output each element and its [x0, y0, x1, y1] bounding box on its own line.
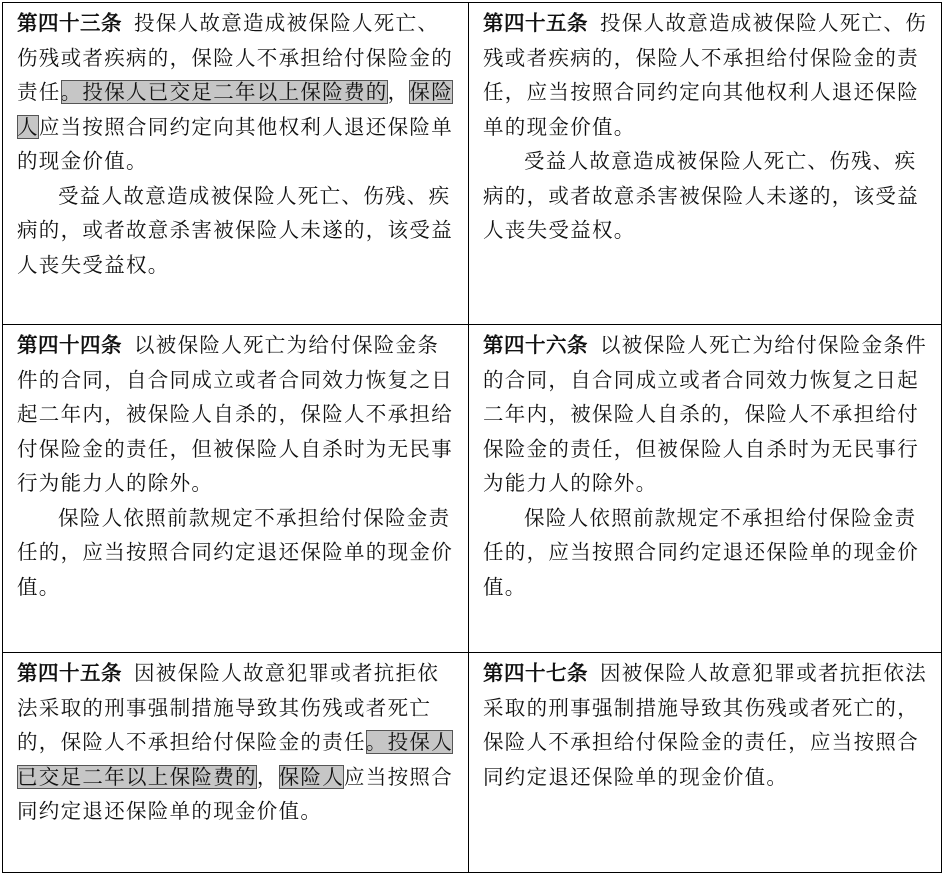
article-title: 第四十七条: [483, 661, 588, 685]
highlighted-text: 保险人: [278, 764, 345, 789]
article-paragraph: [483, 656, 931, 794]
article-paragraph: 受益人故意造成被保险人死亡、伤残、疾病的，或者故意杀害被保险人未遂的，该受益人丧失受益权。: [17, 183, 453, 277]
comparison-table: [2, 2, 942, 873]
table-row: [3, 653, 942, 873]
article-text: 应当按照合同约定向其他权利人退还保险单的现金价值。: [17, 114, 454, 173]
table-row: [3, 3, 942, 325]
article-paragraph: [483, 6, 931, 144]
article-text: ，: [387, 80, 410, 104]
article-text: 以被保险人死亡为给付保险金条件的合同，自合同成立或者合同效力恢复之日起二年内，被保险人自杀的，保险人不承担给付保险金的责任，但被保险人自杀时为无民事行为能力人的除外。: [17, 333, 453, 495]
article-title: 第四十三条: [17, 11, 122, 35]
highlighted-text: 。投保人已交足二年以上保险费的: [17, 730, 454, 789]
table-row: [3, 325, 942, 653]
article-text: 应当按照合同约定退还保险单的现金价值。: [17, 764, 454, 823]
article-paragraph: [483, 328, 931, 501]
highlighted-text: 。投保人已交足二年以上保险费的: [60, 80, 388, 104]
old-article-cell: [3, 653, 469, 873]
article-paragraph: 保险人依照前款规定不承担给付保险金责任的，应当按照合同约定退还保险单的现金价值。: [483, 505, 919, 599]
article-paragraph: [17, 6, 458, 179]
article-paragraph: [17, 328, 458, 501]
article-text: 投保人故意造成被保险人死亡、伤残或者疾病的，保险人不承担给付保险金的责任，应当按照合同约定向其他权利人退还保险单的现金价值。: [483, 11, 927, 139]
article-paragraph: 受益人故意造成被保险人死亡、伤残、疾病的，或者故意杀害被保险人未遂的，该受益人丧失受益权。: [483, 149, 919, 242]
article-text: 因被保险人故意犯罪或者抗拒依法采取的刑事强制措施导致其伤残或者死亡的，保险人不承担给付保险金的责任，应当按照合同约定退还保险单的现金价值。: [483, 661, 927, 789]
article-text: 因被保险人故意犯罪或者抗拒依法采取的刑事强制措施导致其伤残或者死亡的，保险人不承担给付保险金的责任: [17, 661, 440, 754]
old-article-cell: [3, 325, 469, 653]
article-title: 第四十五条: [483, 11, 588, 35]
old-article-cell: [3, 3, 469, 325]
article-title: 第四十五条: [17, 661, 122, 685]
article-text: ，: [256, 764, 279, 789]
article-title: 第四十四条: [17, 333, 122, 357]
article-title: 第四十六条: [483, 333, 588, 357]
article-paragraph: [17, 656, 458, 829]
highlighted-text: 保险人: [17, 80, 454, 139]
article-text: 投保人故意造成被保险人死亡、伤残或者疾病的，保险人不承担给付保险金的责任: [17, 11, 453, 104]
article-text: 以被保险人死亡为给付保险金条件的合同，自合同成立或者合同效力恢复之日起二年内，被保险人自杀的，保险人不承担给付保险金的责任，但被保险人自杀时为无民事行为能力人的除外。: [483, 333, 927, 495]
new-article-cell: [469, 653, 942, 873]
article-paragraph: 保险人依照前款规定不承担给付保险金责任的，应当按照合同约定退还保险单的现金价值。: [17, 505, 453, 599]
new-article-cell: [469, 3, 942, 325]
new-article-cell: [469, 325, 942, 653]
